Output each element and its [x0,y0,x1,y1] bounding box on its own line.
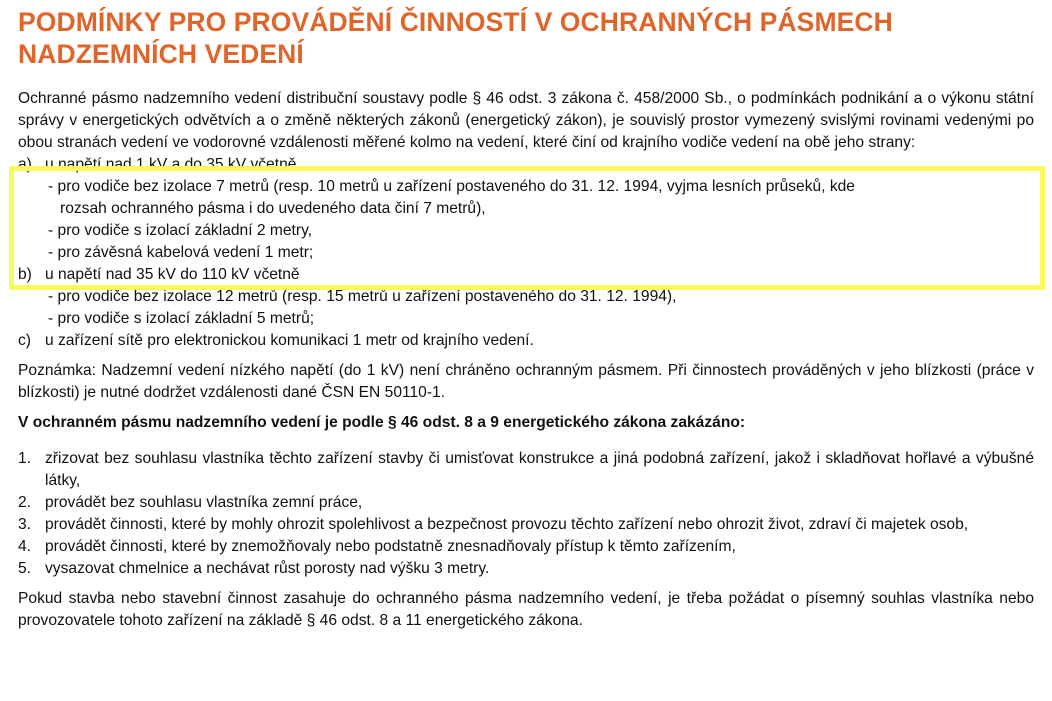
list-item-text: vysazovat chmelnice a nechávat růst porosty nad výšku 3 metry. [45,560,490,577]
list-item-text: provádět činnosti, které by znemožňovaly nebo podstatně znesnadňovaly přístup k těmto zařízením, [45,538,736,555]
list-marker: a) [18,156,32,173]
sub-item: - pro vodiče s izolací základní 2 metry, [48,222,313,239]
list-item-text: provádět bez souhlasu vlastníka zemní práce, [45,494,363,511]
sub-item: - pro závěsná kabelová vedení 1 metr; [48,244,314,261]
list-item [18,536,1034,558]
list-item-head: u zařízení sítě pro elektronickou komunikaci 1 metr od krajního vedení. [45,332,534,349]
list-item [18,558,1034,580]
list-item-c [18,330,1034,352]
final-paragraph: Pokud stavba nebo stavební činnost zasahuje do ochranného pásma nadzemního vedení, je třeba požádat o písemný souhlas vlastníka nebo provozovatele tohoto zařízení na základě § 46 odst. 8 a 11 energetického zákona. [18,590,1034,629]
sub-item-continuation: rozsah ochranného pásma i do uvedeného data činí 7 metrů), [60,200,486,217]
prohibited-list [18,448,1034,580]
list-item [18,492,1034,514]
sub-item: - pro vodiče s izolací základní 5 metrů; [48,310,315,327]
list-item [18,448,1034,492]
page-title [18,6,1034,70]
list-marker: c) [18,332,31,349]
zone-list [18,154,1034,352]
prohibited-heading: V ochranném pásmu nadzemního vedení je podle § 46 odst. 8 a 9 energetického zákona zakázáno: [18,414,746,431]
list-number: 3. [18,516,32,533]
list-item [18,514,1034,536]
intro-paragraph: Ochranné pásmo nadzemního vedení distribuční soustavy podle § 46 odst. 3 zákona č. 458/2000 Sb., o podmínkách podnikání a o výkonu státní správy v energetických odvětvích a o změně některých zákonů (energetický zákon), je souvislý prostor vymezený svislými rovinami vedenými po obou stranách vedení ve vodorovné vzdálenosti měřené kolmo na vedení, které činí od krajního vodiče vedení na obě jeho strany: [18,90,1034,151]
list-number: 1. [18,450,32,467]
list-number: 2. [18,494,32,511]
sub-item: - pro vodiče bez izolace 12 metrů (resp. 15 metrů u zařízení postaveného do 31. 12. 1994), [48,288,677,305]
list-number: 5. [18,560,32,577]
note-paragraph: Poznámka: Nadzemní vedení nízkého napětí (do 1 kV) není chráněno ochranným pásmem. Při činnostech prováděných v jeho blízkosti (práce v blízkosti) je nutné dodržet vzdálenosti dané ČSN EN 50110-1. [18,362,1034,401]
title-line-2: NADZEMNÍCH VEDENÍ [18,39,304,69]
document [18,0,1034,632]
sub-item: - pro vodiče bez izolace 7 metrů (resp. 10 metrů u zařízení postaveného do 31. 12. 1994, vyjma lesních průseků, kde [48,178,855,195]
list-marker: b) [18,266,32,283]
list-item-text: provádět činnosti, které by mohly ohrozit spolehlivost a bezpečnost provozu těchto zařízení nebo ohrozit život, zdraví či majetek osob, [45,516,969,533]
list-item-a [18,154,1034,176]
list-item-head: u napětí nad 1 kV a do 35 kV včetně [45,156,297,173]
list-number: 4. [18,538,32,555]
title-line-1: PODMÍNKY PRO PROVÁDĚNÍ ČINNOSTÍ V OCHRANNÝCH PÁSMECH [18,7,893,37]
list-item-head: u napětí nad 35 kV do 110 kV včetně [45,266,300,283]
list-item-text: zřizovat bez souhlasu vlastníka těchto zařízení stavby či umisťovat konstrukce a jiná podobná zařízení, jakož i skladňovat hořlavé a výbušné látky, [45,450,1034,489]
list-item-b [18,264,1034,286]
